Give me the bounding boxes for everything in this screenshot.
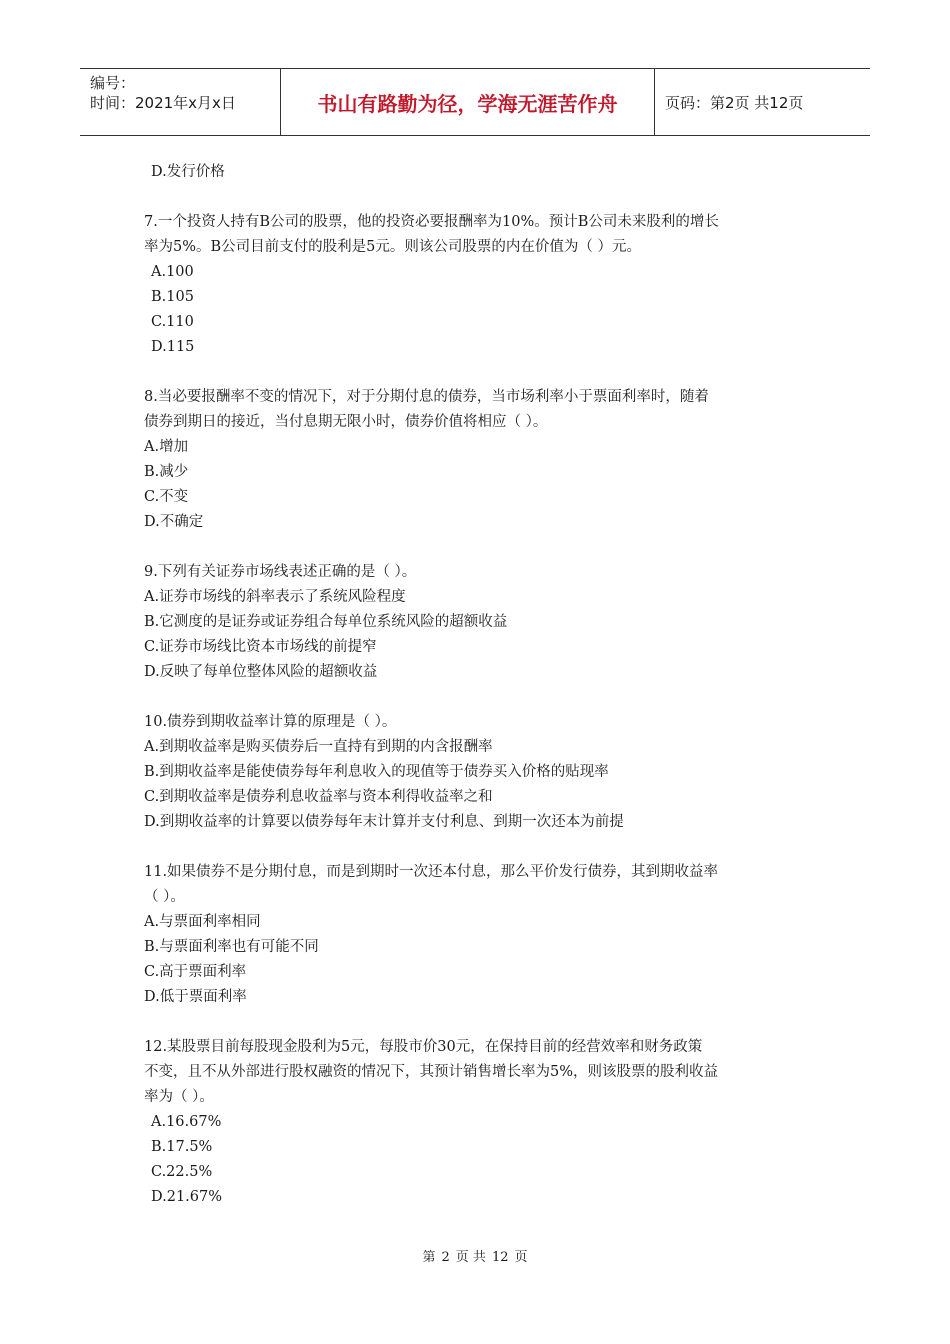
- question-text: 9.下列有关证券市场线表述正确的是（ ）。: [144, 564, 417, 580]
- option-c: C.110: [151, 314, 194, 330]
- option-c: C.22.5%: [151, 1164, 213, 1180]
- option-d: D.反映了每单位整体风险的超额收益: [144, 664, 378, 680]
- footer-total-pages: 12: [491, 1250, 509, 1265]
- option-d: D.不确定: [144, 514, 204, 530]
- question-text: 11.如果债券不是分期付息，而是到期时一次还本付息，那么平价发行债券，其到期收益率: [144, 864, 719, 880]
- document-date: 时间：2021年x月x日: [90, 94, 236, 112]
- question-12: [144, 1035, 824, 1210]
- option-b: B.它测度的是证券或证券组合每单位系统风险的超额收益: [144, 614, 508, 630]
- option-d: D.低于票面利率: [144, 989, 247, 1005]
- question-text: 12.某股票目前每股现金股利为5元，每股市价30元，在保持目前的经营效率和财务政策: [144, 1039, 703, 1055]
- option-a: A.与票面利率相同: [144, 914, 261, 930]
- header-left-cell: [80, 69, 281, 135]
- option-a: A.100: [151, 264, 194, 280]
- option-c: C.证券市场线比资本市场线的前提窄: [144, 639, 377, 655]
- question-8: [144, 385, 824, 535]
- page-header: [80, 68, 870, 136]
- question-7: [144, 210, 824, 360]
- option-d: D.115: [151, 339, 195, 355]
- option-b: B.到期收益率是能使债券每年利息收入的现值等于债券买入价格的贴现率: [144, 764, 609, 780]
- q6-option-d: D.发行价格: [151, 164, 225, 180]
- option-c: C.高于票面利率: [144, 964, 247, 980]
- footer-page-number: 2: [441, 1250, 450, 1265]
- option-b: B.与票面利率也有可能不同: [144, 939, 319, 955]
- question-text: 10.债券到期收益率计算的原理是（ ）。: [144, 714, 397, 730]
- option-d: D.21.67%: [151, 1189, 223, 1205]
- option-c: C.不变: [144, 489, 189, 505]
- option-c: C.到期收益率是债券利息收益率与资本利得收益率之和: [144, 789, 493, 805]
- question-11: [144, 860, 824, 1010]
- question-text: （ ）。: [144, 889, 185, 905]
- option-b: B.105: [151, 289, 194, 305]
- page-footer: [0, 1246, 950, 1265]
- option-a: A.证券市场线的斜率表示了系统风险程度: [144, 589, 406, 605]
- footer-prefix: 第: [422, 1250, 436, 1265]
- option-a: A.到期收益率是购买债券后一直持有到期的内含报酬率: [144, 739, 493, 755]
- question-text: 率为（ ）。: [144, 1089, 214, 1105]
- question-text: 不变，且不从外部进行股权融资的情况下，其预计销售增长率为5%，则该股票的股利收益: [144, 1064, 718, 1080]
- question-10: [144, 710, 824, 835]
- question-text: 8.当必要报酬率不变的情况下，对于分期付息的债券，当市场利率小于票面利率时，随着: [144, 389, 709, 405]
- question-text: 债券到期日的接近，当付息期无限小时，债券价值将相应（ ）。: [144, 414, 548, 430]
- question-text: 率为5%。B公司目前支付的股利是5元。则该公司股票的内在价值为（ ）元。: [144, 239, 641, 255]
- option-a: A.16.67%: [151, 1114, 222, 1130]
- question-text: 7.一个投资人持有B公司的股票，他的投资必要报酬率为10%。预计B公司未来股利的增长: [144, 214, 719, 230]
- option-a: A.增加: [144, 439, 189, 455]
- document-body: [144, 160, 824, 1210]
- option-b: B.17.5%: [151, 1139, 213, 1155]
- document-number: 编号：: [90, 74, 136, 92]
- option-b: B.减少: [144, 464, 189, 480]
- footer-mid: 页 共: [455, 1250, 486, 1265]
- question-9: [144, 560, 824, 685]
- header-page-code: 页码：第2页 共12页: [665, 93, 804, 112]
- footer-suffix: 页: [514, 1250, 528, 1265]
- option-d: D.到期收益率的计算要以债券每年末计算并支付利息、到期一次还本为前提: [144, 814, 624, 830]
- header-motto: 书山有路勤为径，学海无涯苦作舟: [281, 69, 655, 135]
